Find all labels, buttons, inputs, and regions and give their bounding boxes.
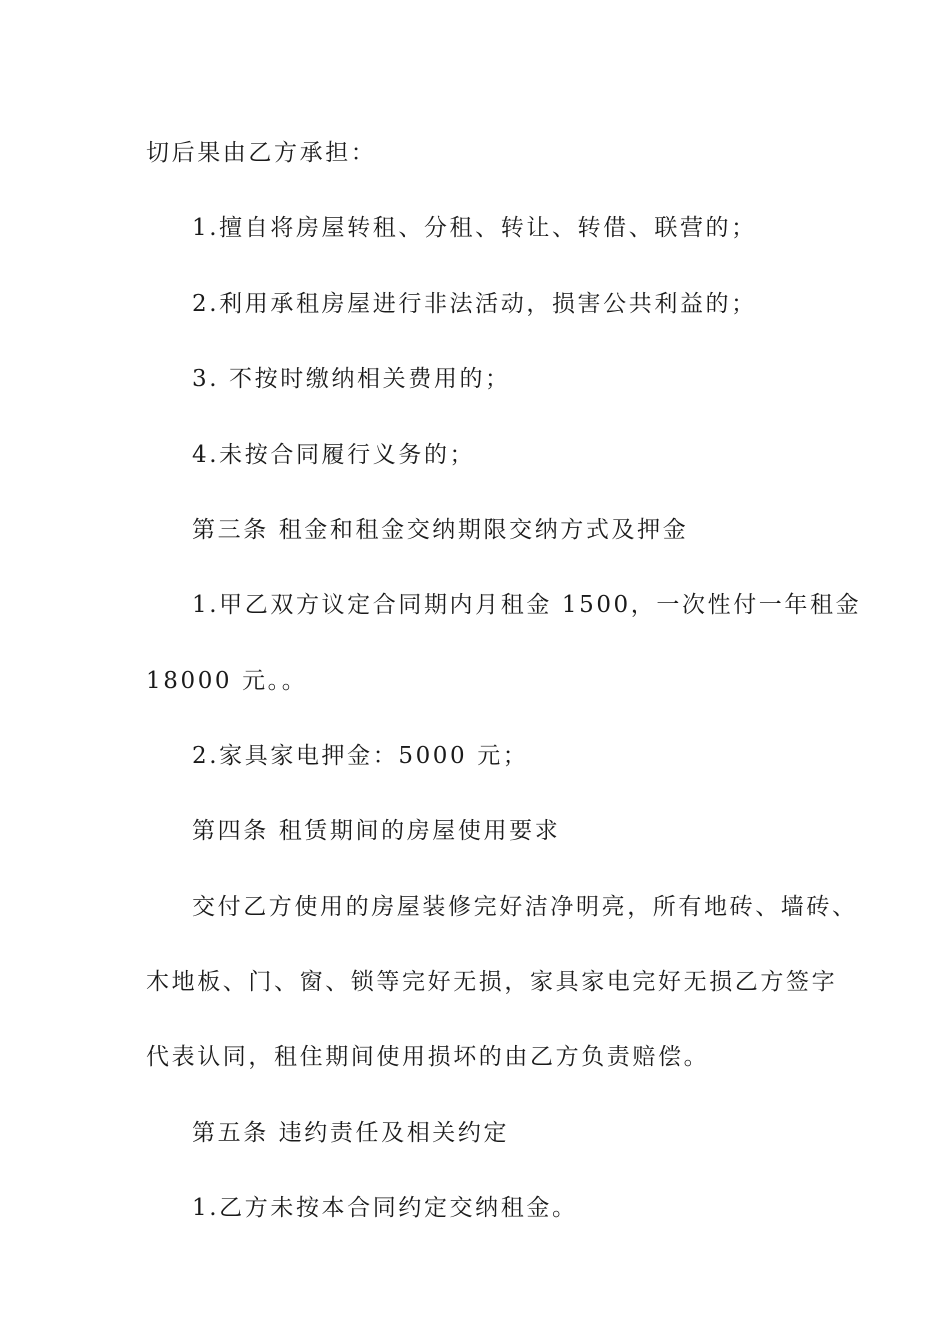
article-5-heading: 第五条 违约责任及相关约定 [192, 1120, 510, 1146]
rent-clause-1-continued: 18000 元。。 [146, 668, 308, 694]
rent-clause-1: 1.甲乙双方议定合同期内月租金 1500，一次性付一年租金 [192, 592, 862, 618]
list-item-4: 4.未按合同履行义务的； [192, 442, 476, 468]
usage-paragraph-line-2: 木地板、门、窗、锁等完好无损，家具家电完好无损乙方签字 [146, 969, 838, 995]
list-item-3: 3. 不按时缴纳相关费用的； [192, 366, 511, 392]
breach-clause-1: 1.乙方未按本合同约定交纳租金。 [192, 1195, 578, 1221]
list-item-2: 2.利用承租房屋进行非法活动，损害公共利益的； [192, 291, 757, 317]
list-item-1: 1.擅自将房屋转租、分租、转让、转借、联营的； [192, 215, 757, 241]
article-4-heading: 第四条 租赁期间的房屋使用要求 [192, 818, 561, 844]
usage-paragraph-line-1: 交付乙方使用的房屋装修完好洁净明亮，所有地砖、墙砖、 [192, 894, 858, 920]
usage-paragraph-line-3: 代表认同，租住期间使用损坏的由乙方负责赔偿。 [146, 1044, 710, 1070]
article-3-heading: 第三条 租金和租金交纳期限交纳方式及押金 [192, 517, 689, 543]
text-line-1: 切后果由乙方承担： [146, 140, 377, 166]
deposit-clause: 2.家具家电押金：5000 元； [192, 743, 529, 769]
